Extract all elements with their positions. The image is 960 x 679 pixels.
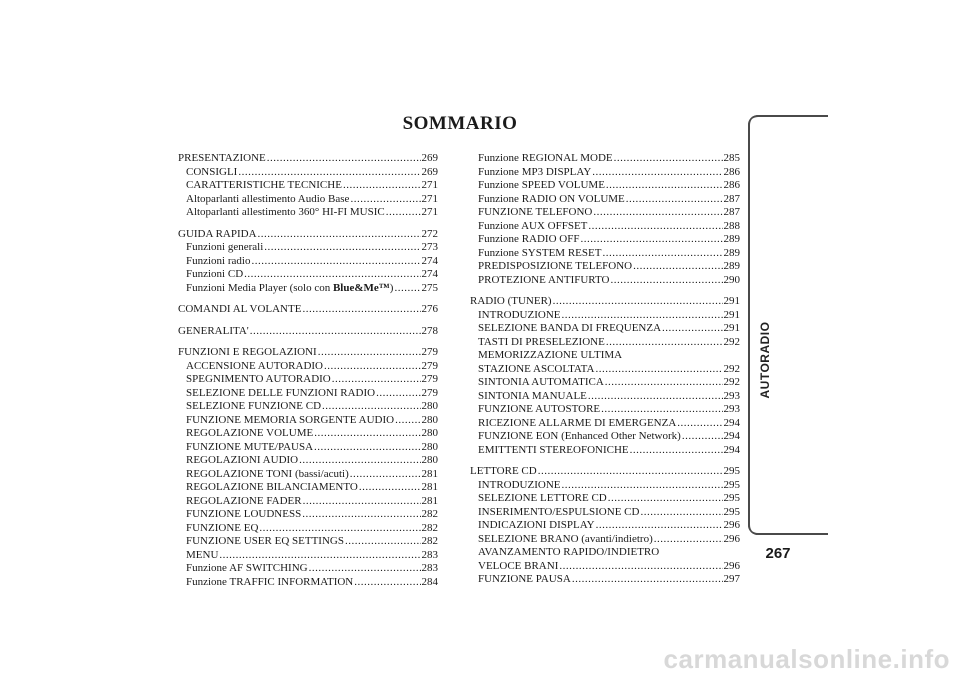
toc-entry[interactable] — [178, 427, 438, 441]
toc-entry-page: 274 — [421, 254, 438, 267]
toc-entry-page: 281 — [421, 481, 438, 493]
toc-entry-title: FUNZIONE USER EQ SETTINGS — [186, 535, 344, 547]
toc-entry[interactable] — [470, 220, 740, 234]
toc-entry-title: CONSIGLI — [186, 165, 238, 178]
toc-entry-page: 292 — [723, 376, 740, 388]
toc-entry-title: REGOLAZIONE TONI (bassi/acuti) — [186, 467, 349, 480]
dot-leader — [596, 519, 723, 533]
toc-entry-title: EMITTENTI STEREOFONICHE — [478, 443, 629, 456]
toc-entry[interactable] — [470, 274, 740, 288]
toc-entry[interactable] — [178, 179, 438, 193]
toc-entry-title: SINTONIA MANUALE — [478, 389, 587, 402]
toc-entry-title: SELEZIONE BANDA DI FREQUENZA — [478, 322, 662, 334]
toc-entry-page: 280 — [421, 454, 438, 466]
toc-entry[interactable] — [470, 417, 740, 431]
dot-leader — [302, 303, 420, 317]
toc-entry-page: 280 — [421, 440, 438, 453]
dot-leader — [350, 468, 421, 482]
toc-entry[interactable] — [178, 228, 438, 242]
toc-entry[interactable] — [470, 560, 740, 574]
toc-entry-title: AVANZAMENTO RAPIDO/INDIETRO — [478, 546, 660, 558]
toc-entry[interactable] — [178, 346, 438, 360]
toc-entry[interactable] — [470, 336, 740, 350]
toc-entry-title: MENU — [186, 548, 219, 561]
toc-entry-page: 292 — [723, 362, 740, 375]
dot-leader — [267, 152, 421, 166]
dot-leader — [595, 363, 722, 377]
toc-entry-page: 279 — [421, 346, 438, 358]
toc-entry-page: 269 — [421, 165, 438, 178]
toc-entry-page: 296 — [723, 559, 740, 572]
dot-leader — [386, 206, 421, 220]
toc-entry[interactable] — [178, 549, 438, 563]
toc-entry-title: Funzione MP3 DISPLAY — [478, 165, 592, 178]
toc-entry-page: 279 — [421, 359, 438, 372]
dot-leader — [350, 193, 420, 207]
toc-entry-title: SELEZIONE DELLE FUNZIONI RADIO — [186, 386, 376, 399]
dot-leader — [538, 465, 723, 479]
toc-entry-page: 287 — [723, 206, 740, 218]
toc-entry-page: 295 — [723, 492, 740, 504]
dot-leader — [324, 360, 421, 374]
toc-entry-page: 273 — [421, 241, 438, 253]
toc-entry-page: 275 — [421, 281, 438, 294]
toc-entry-title: FUNZIONE MUTE/PAUSA — [186, 440, 314, 453]
toc-entry[interactable] — [178, 360, 438, 374]
toc-entry-page: 287 — [723, 192, 740, 205]
dot-leader — [376, 387, 420, 401]
toc-entry-title: FUNZIONE AUTOSTORE — [478, 403, 601, 415]
toc-entry-page: 295 — [723, 465, 740, 477]
dot-leader — [593, 206, 722, 220]
toc-entry-page: 283 — [421, 548, 438, 561]
watermark: carmanualsonline.info — [663, 644, 950, 674]
toc-entry-title: Funzioni Media Player (solo con Blue&Me™) — [186, 281, 394, 294]
toc-entry-page: 294 — [723, 430, 740, 442]
toc-entry-title: FUNZIONE LOUDNESS — [186, 508, 302, 520]
toc-entry-title: REGOLAZIONE FADER — [186, 494, 302, 507]
dot-leader — [605, 376, 723, 390]
toc-entry-title: Funzioni radio — [186, 254, 251, 267]
toc-entry[interactable] — [178, 325, 438, 339]
dot-leader — [580, 233, 722, 247]
toc-entry[interactable] — [470, 376, 740, 390]
dot-leader — [572, 573, 723, 587]
toc-entry[interactable] — [178, 152, 438, 166]
dot-leader — [561, 309, 722, 323]
dot-leader — [264, 241, 420, 255]
toc-entry-page: 289 — [723, 260, 740, 272]
toc-entry-title: REGOLAZIONE VOLUME — [186, 427, 314, 439]
toc-entry[interactable] — [470, 309, 740, 323]
toc-entry[interactable] — [178, 468, 438, 482]
dot-leader — [251, 255, 420, 269]
toc-entry-title: Funzione RADIO OFF — [478, 233, 580, 245]
toc-entry-page: 274 — [421, 268, 438, 280]
toc-entry-title: Funzioni generali — [186, 241, 264, 253]
dot-leader — [244, 268, 420, 282]
dot-leader — [682, 430, 723, 444]
dot-leader — [394, 282, 420, 296]
toc-entry[interactable] — [178, 576, 438, 590]
toc-entry-page: 272 — [421, 227, 438, 240]
dot-leader — [343, 179, 421, 193]
toc-entry-page: 281 — [421, 494, 438, 507]
toc-entry[interactable] — [178, 387, 438, 401]
dot-leader — [345, 535, 421, 549]
toc-entry[interactable] — [470, 322, 740, 336]
toc-entry-page: 282 — [421, 508, 438, 520]
toc-entry-page: 280 — [421, 400, 438, 412]
dot-leader — [553, 295, 723, 309]
dot-leader — [314, 427, 420, 441]
toc-entry-title: FUNZIONE EQ — [186, 521, 259, 534]
toc-entry-title: PREDISPOSIZIONE TELEFONO — [478, 260, 633, 272]
dot-leader — [633, 260, 722, 274]
toc-entry[interactable] — [178, 400, 438, 414]
dot-leader — [610, 274, 722, 288]
dot-leader — [250, 325, 421, 339]
toc-entry-title: COMANDI AL VOLANTE — [178, 303, 302, 315]
dot-leader — [588, 390, 723, 404]
toc-entry-title: Altoparlanti allestimento Audio Base — [186, 192, 350, 205]
toc-entry[interactable] — [470, 260, 740, 274]
toc-entry-title: CARATTERISTICHE TECNICHE — [186, 179, 342, 191]
toc-entry-page: 282 — [421, 521, 438, 534]
toc-entry-page: 276 — [421, 303, 438, 315]
toc-entry-page: 279 — [421, 386, 438, 399]
toc-entry[interactable] — [470, 363, 740, 377]
toc-entry-page: 285 — [723, 152, 740, 164]
toc-entry-page: 295 — [723, 478, 740, 491]
toc-entry-page: 290 — [723, 273, 740, 286]
toc-entry-page: 281 — [421, 467, 438, 480]
dot-leader — [314, 441, 420, 455]
toc-entry-title: INTRODUZIONE — [478, 478, 561, 491]
toc-entry[interactable] — [178, 206, 438, 220]
toc-entry[interactable] — [470, 403, 740, 417]
dot-leader — [318, 346, 421, 360]
dot-leader — [299, 454, 420, 468]
toc-entry-page: 297 — [723, 573, 740, 585]
toc-entry[interactable] — [470, 349, 740, 363]
toc-entry-page: 293 — [723, 389, 740, 402]
toc-entry-page: 295 — [723, 505, 740, 518]
dot-leader — [259, 522, 420, 536]
dot-leader — [606, 336, 723, 350]
dot-leader — [608, 492, 723, 506]
toc-entry-title: STAZIONE ASCOLTATA — [478, 362, 595, 375]
toc-entry[interactable] — [470, 546, 740, 560]
toc-entry[interactable] — [178, 508, 438, 522]
toc-entry[interactable] — [470, 573, 740, 587]
page-number: 267 — [765, 545, 791, 562]
dot-leader — [614, 152, 723, 166]
toc-entry[interactable] — [178, 535, 438, 549]
toc-entry-page: 283 — [421, 562, 438, 574]
dot-leader — [654, 533, 723, 547]
dot-leader — [561, 479, 722, 493]
toc-entry-title: Funzione REGIONAL MODE — [478, 152, 613, 164]
dot-leader — [303, 495, 421, 509]
toc-entry-title: FUNZIONE PAUSA — [478, 573, 571, 585]
dot-leader — [395, 414, 420, 428]
dot-leader — [258, 228, 421, 242]
toc-entry-title: REGOLAZIONI AUDIO — [186, 454, 299, 466]
toc-entry[interactable] — [470, 152, 740, 166]
toc-entry[interactable] — [470, 193, 740, 207]
toc-entry[interactable] — [470, 247, 740, 261]
section-tab-label: AUTORADIO — [758, 321, 772, 399]
toc-entry-page: 296 — [723, 519, 740, 531]
toc-entry-title: FUNZIONE MEMORIA SORGENTE AUDIO — [186, 413, 395, 426]
toc-entry[interactable] — [178, 241, 438, 255]
toc-entry-title: FUNZIONI E REGOLAZIONI — [178, 346, 317, 358]
toc-entry[interactable] — [178, 282, 438, 296]
toc-entry-title: Funzione SPEED VOLUME — [478, 179, 605, 191]
toc-entry-title: INSERIMENTO/ESPULSIONE CD — [478, 505, 640, 518]
toc-entry[interactable] — [178, 303, 438, 317]
dot-leader — [332, 373, 421, 387]
toc-entry-page: 289 — [723, 233, 740, 245]
toc-entry[interactable] — [178, 522, 438, 536]
toc-entry-page: 279 — [421, 373, 438, 385]
toc-entry-page: 294 — [723, 443, 740, 456]
toc-entry[interactable] — [470, 233, 740, 247]
toc-entry-page: 280 — [421, 413, 438, 426]
dot-leader — [238, 166, 420, 180]
toc-entry[interactable] — [470, 295, 740, 309]
toc-entry-title: REGOLAZIONE BILANCIAMENTO — [186, 481, 358, 493]
toc-entry-page: 278 — [421, 324, 438, 337]
dot-leader — [219, 549, 420, 563]
toc-entry-title: SELEZIONE BRANO (avanti/indietro) — [478, 532, 653, 545]
toc-entry-page: 294 — [723, 416, 740, 429]
toc-entry[interactable] — [178, 495, 438, 509]
toc-entry-title: GENERALITA' — [178, 324, 249, 337]
toc-entry-page: 269 — [421, 152, 438, 164]
toc-entry[interactable] — [178, 454, 438, 468]
toc-entry[interactable] — [178, 481, 438, 495]
toc-entry-page: 286 — [723, 165, 740, 178]
toc-entry-title: PRESENTAZIONE — [178, 152, 266, 164]
toc-entry-title: Funzione RADIO ON VOLUME — [478, 192, 625, 205]
toc-entry[interactable] — [470, 444, 740, 458]
toc-entry[interactable] — [470, 430, 740, 444]
toc-entry[interactable] — [470, 492, 740, 506]
toc-entry-page: 284 — [421, 575, 438, 588]
toc-entry[interactable] — [470, 179, 740, 193]
toc-entry-title: PROTEZIONE ANTIFURTO — [478, 273, 610, 286]
toc-entry-page: 293 — [723, 403, 740, 415]
toc-entry-title: TASTI DI PRESELEZIONE — [478, 335, 605, 348]
toc-entry-title: SELEZIONE LETTORE CD — [478, 492, 607, 504]
toc-entry-title: LETTORE CD — [470, 465, 537, 477]
toc-entry[interactable] — [178, 373, 438, 387]
toc-entry-title: Funzione SYSTEM RESET — [478, 246, 602, 259]
dot-leader — [662, 322, 722, 336]
toc-entry[interactable] — [178, 268, 438, 282]
dot-leader — [640, 506, 722, 520]
toc-entry[interactable] — [178, 562, 438, 576]
dot-leader — [592, 166, 722, 180]
dot-leader — [309, 562, 421, 576]
dot-leader — [626, 193, 723, 207]
dot-leader — [606, 179, 723, 193]
toc-entry-title: RICEZIONE ALLARME DI EMERGENZA — [478, 416, 677, 429]
toc-entry-page: 282 — [421, 535, 438, 547]
toc-entry-title: Funzione TRAFFIC INFORMATION — [186, 575, 354, 588]
toc-entry-page: 291 — [723, 295, 740, 307]
toc-entry-title: GUIDA RAPIDA — [178, 227, 257, 240]
dot-leader — [559, 560, 722, 574]
toc-entry[interactable] — [178, 166, 438, 180]
toc-entry-title: Funzione AUX OFFSET — [478, 219, 588, 232]
toc-entry-title: Altoparlanti allestimento 360° HI-FI MUSIC — [186, 206, 385, 218]
toc-entry-page: 271 — [421, 192, 438, 205]
dot-leader — [677, 417, 722, 431]
toc-entry-page: 271 — [421, 179, 438, 191]
toc-entry-title: Funzioni CD — [186, 268, 244, 280]
toc-entry-page: 271 — [421, 206, 438, 218]
toc-entry-title: INDICAZIONI DISPLAY — [478, 519, 595, 531]
toc-entry-title: FUNZIONE TELEFONO — [478, 206, 593, 218]
toc-entry[interactable] — [470, 533, 740, 547]
toc-entry-title: SELEZIONE FUNZIONE CD — [186, 400, 322, 412]
toc-entry[interactable] — [470, 519, 740, 533]
toc-entry-page: 291 — [723, 322, 740, 334]
toc-entry[interactable] — [178, 414, 438, 428]
toc-entry-page: 296 — [723, 532, 740, 545]
dot-leader — [322, 400, 420, 414]
toc-entry-page: 289 — [723, 246, 740, 259]
toc-entry[interactable] — [178, 255, 438, 269]
dot-leader — [588, 220, 722, 234]
toc-entry[interactable] — [470, 465, 740, 479]
page-title: SOMMARIO — [402, 113, 518, 134]
toc-entry-title: SINTONIA AUTOMATICA — [478, 376, 604, 388]
toc-entry[interactable] — [178, 441, 438, 455]
toc-entry-title: Funzione AF SWITCHING — [186, 562, 308, 574]
toc-entry-title: ACCENSIONE AUTORADIO — [186, 359, 323, 372]
dot-leader — [354, 576, 420, 590]
dot-leader — [630, 444, 723, 458]
toc-entry[interactable] — [470, 166, 740, 180]
toc-entry-page: 288 — [723, 219, 740, 232]
toc-entry-page: 286 — [723, 179, 740, 191]
toc-right-column — [470, 152, 740, 587]
toc-entry-page: 280 — [421, 427, 438, 439]
dot-leader — [359, 481, 421, 495]
toc-entry[interactable] — [470, 479, 740, 493]
toc-left-column — [178, 152, 438, 589]
toc-entry[interactable] — [470, 206, 740, 220]
dot-leader — [602, 247, 722, 261]
toc-entry-title: MEMORIZZAZIONE ULTIMA — [478, 349, 623, 361]
dot-leader — [601, 403, 722, 417]
toc-entry-title: INTRODUZIONE — [478, 308, 561, 321]
dot-leader — [302, 508, 420, 522]
toc-entry-page: 291 — [723, 308, 740, 321]
toc-entry[interactable] — [470, 390, 740, 404]
toc-entry[interactable] — [178, 193, 438, 207]
toc-entry-title: SPEGNIMENTO AUTORADIO — [186, 373, 331, 385]
toc-entry-title: RADIO (TUNER) — [470, 295, 552, 307]
toc-entry[interactable] — [470, 506, 740, 520]
toc-entry-page: 292 — [723, 335, 740, 348]
toc-entry-title: FUNZIONE EON (Enhanced Other Network) — [478, 430, 681, 442]
toc-entry-title: VELOCE BRANI — [478, 559, 559, 572]
